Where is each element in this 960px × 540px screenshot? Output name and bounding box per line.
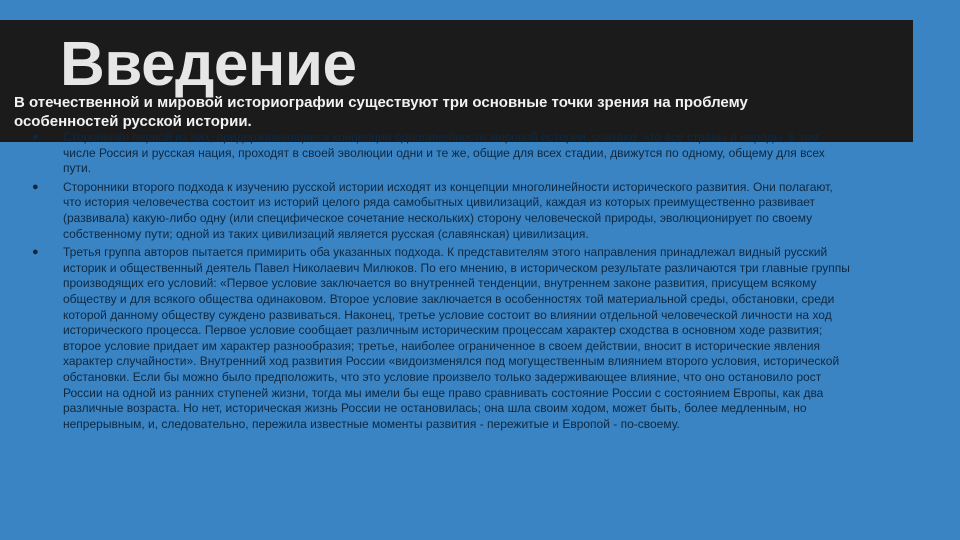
- bullet-dot-icon: ●: [32, 246, 39, 259]
- intro-text: В отечественной и мировой историографии существуют три основные точки зрения на проблему особенностей русской истории.: [14, 94, 748, 130]
- bullet-text: Сторонники первой из них, придерживающиеся концепции однолинейности мировой истории, считают, что все страны и народы, в том числе Россия и русская нация, проходят в своей эволюции одни и те же, общие для всех стадии, движутся по одному, общему для всех пути.: [63, 130, 825, 176]
- bullet-item-3: [0, 245, 850, 432]
- bullet-item-2: [0, 180, 850, 242]
- bullet-item-1: [0, 130, 850, 177]
- bullet-text: Третья группа авторов пытается примирить оба указанных подхода. К представителям этого направления принадлежал видный русский историк и общественный деятель Павел Николаевич Милюков. По его мнению, в историческом результате различаются три главные группы производящих его условий: «Первое условие заключается во внутренней тенденции, внутреннем законе развития, присущем всякому обществу и для всякого общества одинаковом. Второе условие заключается в особенностях той материальной среды, обстановки, среди которой данному обществу суждено развиваться. Наконец, третье условие состоит во влиянии отдельной человеческой личности на ход исторического процесса. Первое условие сообщает различным историческим процессам характер сходства в основном ходе развития; второе условие придает им характер разнообразия; третье, наиболее ограниченное в своем действии, вносит в исторические явления характер случайности». Внутренний ход развития России «видоизменялся под могущественным влиянием второго условия, исторической обстановки. Если бы можно было предположить, что это условие произвело только задерживающее влияние, что оно остановило рост России на одной из ранних ступеней жизни, тогда мы имели бы еще право сравнивать состояние России с состоянием Европы, как два различные возраста. Но нет, историческая жизнь России не остановилась; она шла своим ходом, может быть, более медленным, но непрерывным, и, следовательно, пережила известные моменты развития - пережитые и Европой - по-своему.: [63, 245, 850, 431]
- bullet-dot-icon: ●: [32, 180, 39, 193]
- bullet-dot-icon: ●: [32, 131, 39, 143]
- slide-title: Введение: [60, 30, 357, 99]
- bullet-list: [0, 130, 850, 435]
- bullet-text: Сторонники второго подхода к изучению русской истории исходят из концепции многолинейности исторического развития. Они полагают, что история человечества состоит из историй целого ряда самобытных цивилизаций, каждая из которых преимущественно развивает (развивала) какую-либо одну (или специфическое сочетание нескольких) сторону человеческой природы, эволюционирует по своему собственному пути; одной из таких цивилизаций является русская (славянская) цивилизация.: [63, 179, 833, 241]
